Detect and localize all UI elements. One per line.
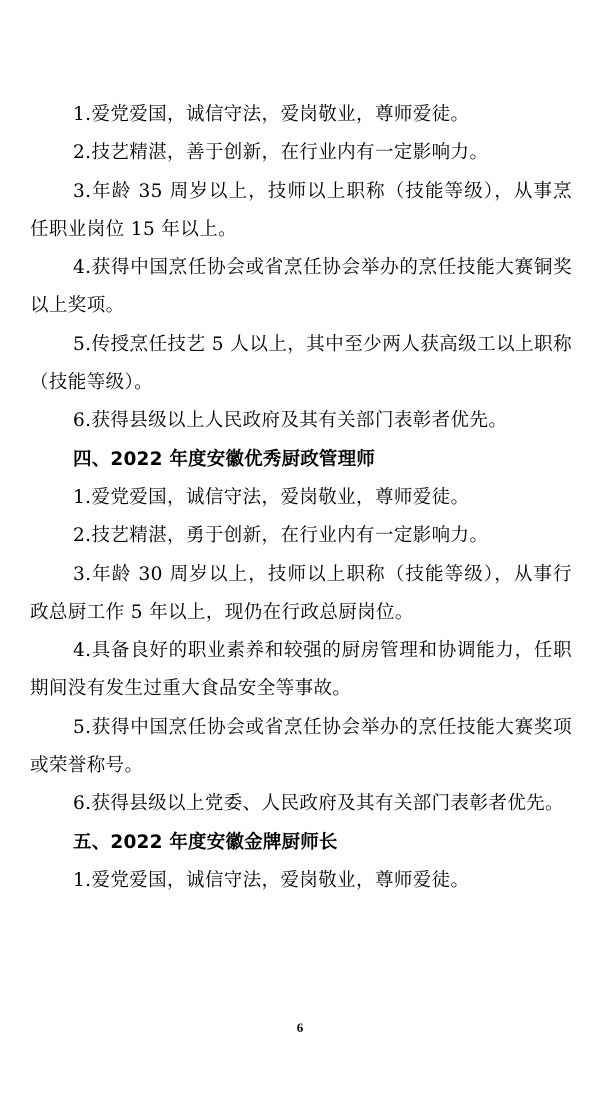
paragraph-1: 1.爱党爱国，诚信守法，爱岗敬业，尊师爱徒。 [73, 104, 470, 125]
section-5-paragraph-1: 1.爱党爱国，诚信守法，爱岗敬业，尊师爱徒。 [73, 869, 470, 891]
section-4-paragraph-4: 4.具备良好的职业素养和较强的厨房管理和协调能力，任职期间没有发生过重大食品安全等事故。 [30, 640, 572, 700]
section-4-heading: 四、2022 年度安徽优秀厨政管理师 [73, 448, 376, 470]
section-4-paragraph-1: 1.爱党爱国，诚信守法，爱岗敬业，尊师爱徒。 [73, 486, 470, 508]
paragraph-5: 5.传授烹任技艺 5 人以上，其中至少两人获高级工以上职称（技能等级）。 [30, 333, 572, 394]
paragraph-4: 4.获得中国烹任协会或省烹任协会举办的烹任技能大赛铜奖以上奖项。 [30, 257, 572, 317]
section-4-paragraph-6: 6.获得县级以上党委、人民政府及其有关部门表彰者优先。 [73, 793, 564, 815]
paragraph-6: 6.获得县级以上人民政府及其有关部门表彰者优先。 [73, 410, 508, 432]
paragraph-3: 3.年龄 35 周岁以上，技师以上职称（技能等级），从事烹任职业岗位 15 年以上。 [30, 180, 572, 240]
section-4-paragraph-2: 2.技艺精湛，勇于创新，在行业内有一定影响力。 [73, 525, 489, 547]
page-number: 6 [296, 1020, 304, 1035]
section-4-paragraph-5: 5.获得中国烹任协会或省烹任协会举办的烹任技能大赛奖项或荣誉称号。 [30, 716, 572, 777]
paragraph-2: 2.技艺精湛，善于创新，在行业内有一定影响力。 [73, 142, 489, 164]
section-5-heading: 五、2022 年度安徽金牌厨师长 [73, 831, 338, 853]
document-body [30, 96, 572, 900]
section-4-paragraph-3: 3.年龄 30 周岁以上，技师以上职称（技能等级），从事行政总厨工作 5 年以上，现仍在行政总厨岗位。 [30, 563, 572, 623]
